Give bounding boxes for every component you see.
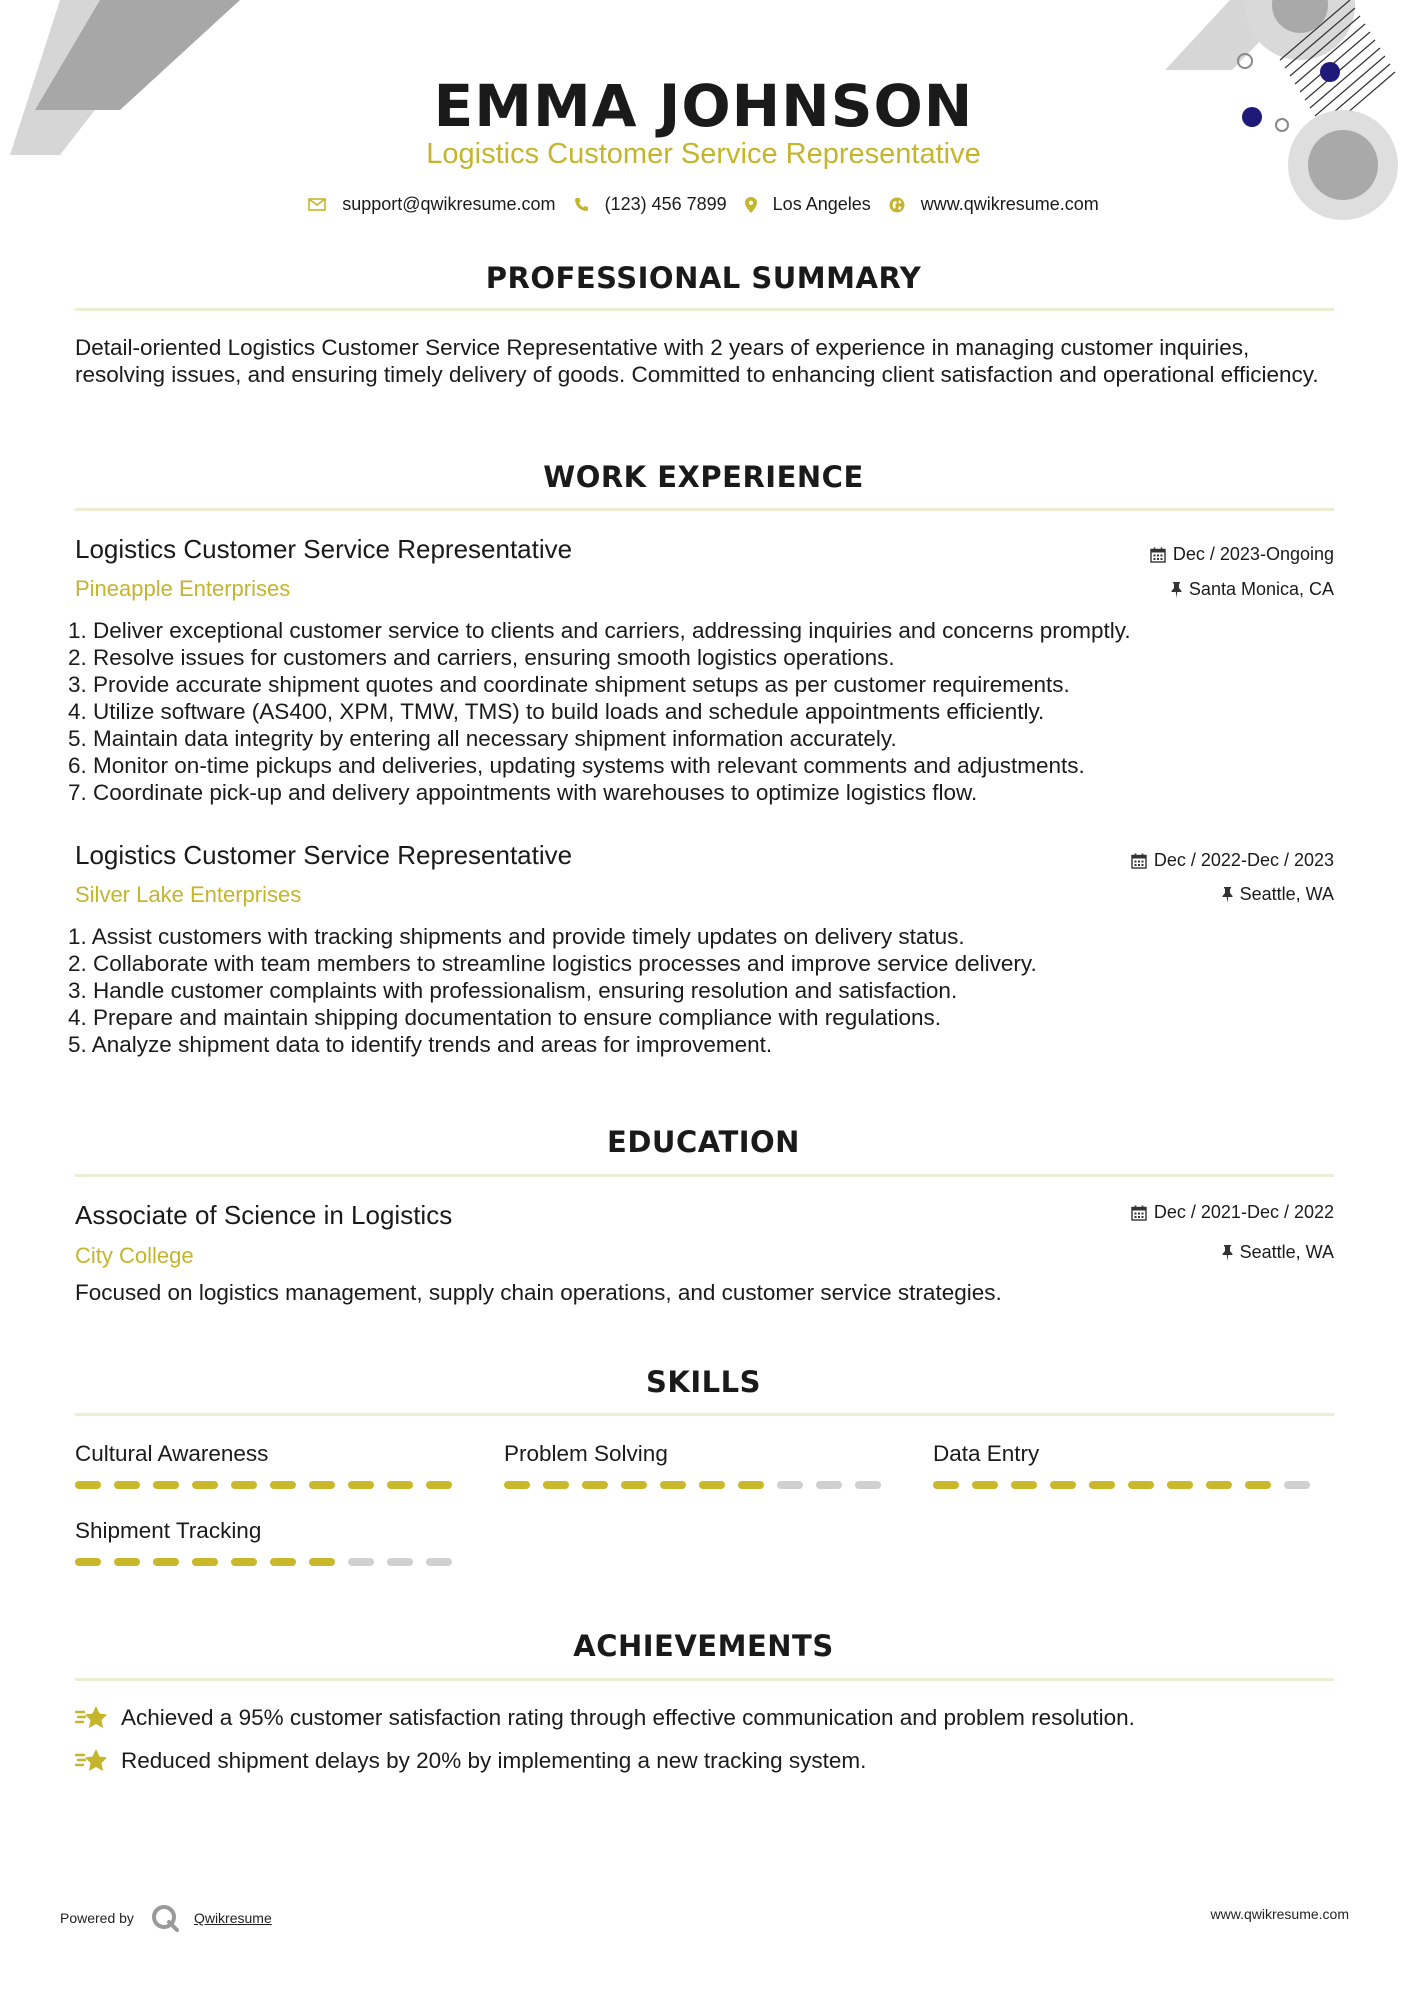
list-item: 7. Coordinate pick-up and delivery appointments with warehouses to optimize logistics flow.: [68, 780, 978, 805]
skill-name: Problem Solving: [504, 1441, 668, 1466]
skill-shipment-tracking: [75, 1518, 465, 1566]
skill-dash-filled: [75, 1558, 101, 1566]
skill-dash-filled: [231, 1481, 257, 1489]
achievements-divider: [75, 1678, 1334, 1681]
skill-dash-filled: [153, 1558, 179, 1566]
skill-dash-filled: [387, 1481, 413, 1489]
footer-website[interactable]: www.qwikresume.com: [1210, 1906, 1349, 1922]
skill-level-meter: [933, 1481, 1323, 1489]
list-item: 1. Assist customers with tracking shipments and provide timely updates on delivery status.: [68, 924, 965, 949]
star-badge-icon: [75, 1704, 108, 1732]
phone-text: (123) 456 7899: [604, 194, 727, 214]
list-item: 4. Prepare and maintain shipping documentation to ensure compliance with regulations.: [68, 1005, 942, 1030]
education-divider: [75, 1174, 1334, 1177]
qwikresume-link[interactable]: Qwikresume: [193, 1910, 272, 1926]
list-item: 6. Monitor on-time pickups and deliveries, updating systems with relevant comments and adjustments.: [68, 753, 1085, 778]
education-dates-text: Dec / 2021-Dec / 2022: [1153, 1202, 1334, 1222]
footer-powered-by: [60, 1903, 272, 1933]
achievement-item: [75, 1747, 866, 1775]
job-1-company: Pineapple Enterprises: [75, 576, 291, 601]
experience-heading: WORK EXPERIENCE: [543, 460, 864, 494]
skill-level-meter: [75, 1558, 465, 1566]
skill-dash-filled: [738, 1481, 764, 1489]
job-1-dates: [1150, 544, 1334, 565]
skill-dash-filled: [114, 1558, 140, 1566]
education-description: Focused on logistics management, supply chain operations, and customer service strategies.: [75, 1280, 1002, 1305]
skill-data-entry: [933, 1441, 1323, 1489]
achievement-text: Achieved a 95% customer satisfaction rating through effective communication and problem resolution.: [121, 1705, 1135, 1730]
skill-dash-empty: [426, 1558, 452, 1566]
skill-dash-filled: [660, 1481, 686, 1489]
skill-dash-filled: [426, 1481, 452, 1489]
skill-level-meter: [504, 1481, 894, 1489]
job-2-dates-text: Dec / 2022-Dec / 2023: [1153, 850, 1334, 870]
skill-dash-empty: [1284, 1481, 1310, 1489]
education-school: City College: [75, 1243, 194, 1268]
skill-dash-filled: [270, 1558, 296, 1566]
skill-cultural-awareness: [75, 1441, 465, 1489]
list-item: 3. Handle customer complaints with professionalism, ensuring resolution and satisfaction.: [68, 978, 958, 1003]
summary-heading: PROFESSIONAL SUMMARY: [485, 261, 922, 295]
job-1-location: [1171, 579, 1334, 600]
globe-icon: [889, 197, 905, 213]
skill-problem-solving: [504, 1441, 894, 1489]
pushpin-icon: [1222, 1245, 1233, 1261]
contact-bar: [0, 194, 1407, 215]
list-item: 4. Utilize software (AS400, XPM, TMW, TMS) to build loads and schedule appointments efficiently.: [68, 699, 1045, 724]
contact-website[interactable]: [889, 194, 1099, 215]
email-text: support@qwikresume.com: [342, 194, 556, 214]
summary-divider: [75, 308, 1334, 311]
skill-dash-filled: [972, 1481, 998, 1489]
skill-name: Shipment Tracking: [75, 1518, 262, 1543]
skill-dash-filled: [348, 1481, 374, 1489]
calendar-icon: [1150, 547, 1166, 563]
skill-dash-filled: [231, 1558, 257, 1566]
contact-email[interactable]: [308, 194, 555, 215]
skill-dash-filled: [309, 1558, 335, 1566]
job-1-title: Logistics Customer Service Representative: [75, 534, 573, 564]
achievement-text: Reduced shipment delays by 20% by implementing a new tracking system.: [121, 1748, 867, 1773]
candidate-name: EMMA JOHNSON: [433, 72, 974, 140]
location-text: Los Angeles: [772, 194, 871, 214]
skill-dash-empty: [855, 1481, 881, 1489]
qwikresume-logo-icon: [150, 1903, 180, 1933]
skill-dash-filled: [1011, 1481, 1037, 1489]
skills-heading: SKILLS: [646, 1365, 761, 1399]
skill-dash-filled: [1206, 1481, 1232, 1489]
skill-dash-filled: [192, 1481, 218, 1489]
contact-location: [745, 194, 871, 215]
skill-dash-filled: [582, 1481, 608, 1489]
skill-dash-filled: [543, 1481, 569, 1489]
job-1-location-text: Santa Monica, CA: [1188, 579, 1334, 599]
experience-divider: [75, 508, 1334, 511]
skill-dash-filled: [309, 1481, 335, 1489]
map-pin-icon: [745, 197, 757, 213]
skill-dash-filled: [1167, 1481, 1193, 1489]
job-2-company: Silver Lake Enterprises: [75, 882, 302, 907]
skill-dash-filled: [270, 1481, 296, 1489]
skill-name: Cultural Awareness: [75, 1441, 269, 1466]
calendar-icon: [1131, 1205, 1147, 1221]
job-2-dates: [1131, 850, 1334, 871]
achievement-item: [75, 1704, 1135, 1732]
powered-by-label: Powered by: [60, 1910, 134, 1926]
list-item: 5. Maintain data integrity by entering all necessary shipment information accurately.: [68, 726, 897, 751]
skill-dash-filled: [1050, 1481, 1076, 1489]
list-item: 3. Provide accurate shipment quotes and coordinate shipment setups as per customer requirements.: [68, 672, 1070, 697]
skill-dash-empty: [777, 1481, 803, 1489]
list-item: 2. Collaborate with team members to streamline logistics processes and improve service delivery.: [68, 951, 1037, 976]
skill-dash-empty: [816, 1481, 842, 1489]
achievements-heading: ACHIEVEMENTS: [573, 1629, 834, 1663]
star-badge-icon: [75, 1747, 108, 1775]
candidate-title: Logistics Customer Service Representative: [426, 138, 981, 170]
education-location-text: Seattle, WA: [1239, 1242, 1334, 1262]
skill-dash-empty: [387, 1558, 413, 1566]
skill-dash-filled: [699, 1481, 725, 1489]
envelope-icon: [308, 198, 326, 211]
job-2-responsibilities: [68, 923, 1348, 1058]
job-2-location: [1222, 884, 1334, 905]
website-text: www.qwikresume.com: [920, 194, 1099, 214]
list-item: 2. Resolve issues for customers and carriers, ensuring smooth logistics operations.: [68, 645, 895, 670]
skill-level-meter: [75, 1481, 465, 1489]
job-1-dates-text: Dec / 2023-Ongoing: [1172, 544, 1334, 564]
job-1-responsibilities: [68, 617, 1348, 806]
pushpin-icon: [1222, 887, 1233, 903]
education-heading: EDUCATION: [607, 1125, 800, 1159]
skill-dash-filled: [1089, 1481, 1115, 1489]
skill-dash-filled: [114, 1481, 140, 1489]
skill-dash-filled: [153, 1481, 179, 1489]
skill-dash-filled: [75, 1481, 101, 1489]
phone-icon: [574, 197, 589, 212]
skills-divider: [75, 1413, 1334, 1416]
pushpin-icon: [1171, 582, 1182, 598]
skill-dash-empty: [348, 1558, 374, 1566]
skill-dash-filled: [1128, 1481, 1154, 1489]
skill-dash-filled: [192, 1558, 218, 1566]
skill-name: Data Entry: [933, 1441, 1040, 1466]
skill-dash-filled: [504, 1481, 530, 1489]
education-degree: Associate of Science in Logistics: [75, 1200, 453, 1230]
skill-dash-filled: [621, 1481, 647, 1489]
calendar-icon: [1131, 853, 1147, 869]
contact-phone[interactable]: [574, 194, 727, 215]
education-location: [1222, 1242, 1334, 1263]
education-dates: [1131, 1202, 1334, 1223]
skill-dash-filled: [933, 1481, 959, 1489]
job-2-location-text: Seattle, WA: [1239, 884, 1334, 904]
list-item: 1. Deliver exceptional customer service to clients and carriers, addressing inquiries and concerns promptly.: [68, 618, 1131, 643]
summary-text: Detail-oriented Logistics Customer Service Representative with 2 years of experience in managing customer inquiries, resolving issues, and ensuring timely delivery of goods. Committed to enhancing client satisfaction and operational efficiency.: [75, 335, 1319, 387]
skill-dash-filled: [1245, 1481, 1271, 1489]
list-item: 5. Analyze shipment data to identify trends and areas for improvement.: [68, 1032, 773, 1057]
job-2-title: Logistics Customer Service Representative: [75, 840, 573, 870]
